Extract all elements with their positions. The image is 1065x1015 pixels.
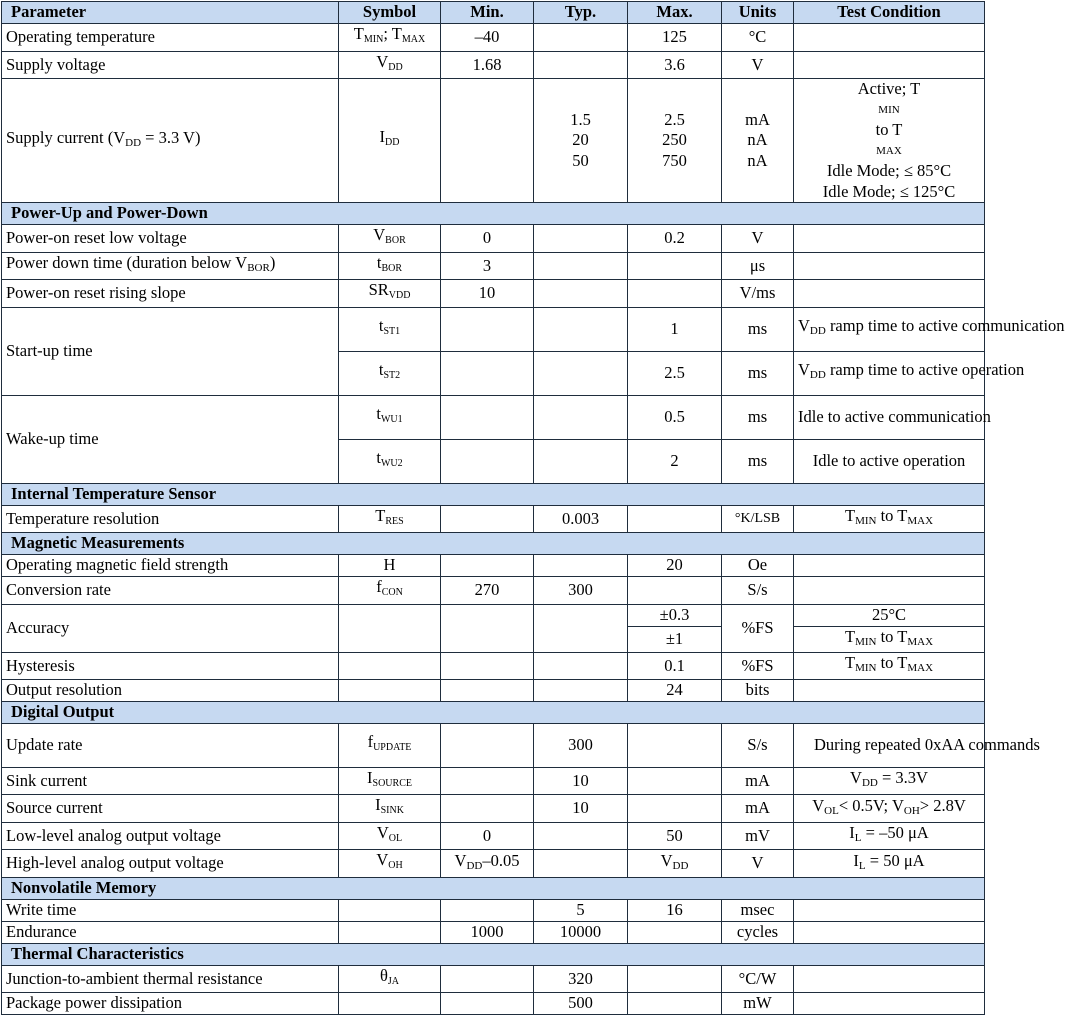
table-row xyxy=(2,795,985,823)
param-cell: Operating temperature xyxy=(2,24,339,52)
symbol-cell xyxy=(339,921,441,943)
min-cell: 1.68 xyxy=(441,51,534,79)
min-cell: 0 xyxy=(441,822,534,850)
table-row xyxy=(2,965,985,993)
typ-cell xyxy=(534,822,628,850)
table-row xyxy=(2,899,985,921)
section-header: Magnetic Measurements xyxy=(2,533,985,555)
symbol-cell: $f_{CON}$ xyxy=(339,577,441,605)
param-cell: Update rate xyxy=(2,723,339,767)
max-cell: 2 xyxy=(628,439,722,483)
symbol-cell: $I_{DD}$ xyxy=(339,79,441,203)
min-cell xyxy=(441,653,534,680)
table-row xyxy=(2,280,985,308)
units-cell: V xyxy=(722,850,794,878)
max-cell xyxy=(628,723,722,767)
units-cell: S/s xyxy=(722,577,794,605)
typ-cell: 320 xyxy=(534,965,628,993)
table-row xyxy=(2,850,985,878)
typ-cell: 10 xyxy=(534,767,628,795)
header-units: Units xyxy=(722,2,794,24)
max-cell xyxy=(628,252,722,280)
max-cell: 125 xyxy=(628,24,722,52)
max-cell xyxy=(628,965,722,993)
min-cell: 3 xyxy=(441,252,534,280)
header-min: Min. xyxy=(441,2,534,24)
table-row xyxy=(2,225,985,253)
table-row xyxy=(2,604,985,626)
units-cell: V xyxy=(722,51,794,79)
max-cell xyxy=(628,795,722,823)
section-header: Digital Output xyxy=(2,701,985,723)
max-cell: 2.5 250 750 xyxy=(628,79,722,203)
condition-cell xyxy=(794,252,985,280)
param-cell: Operating magnetic field strength xyxy=(2,555,339,577)
param-cell: Supply voltage xyxy=(2,51,339,79)
table-row xyxy=(2,577,985,605)
min-cell: 270 xyxy=(441,577,534,605)
condition-cell: 25°C xyxy=(794,604,985,626)
typ-cell xyxy=(534,252,628,280)
param-cell: Temperature resolution xyxy=(2,505,339,533)
min-cell xyxy=(441,395,534,439)
min-cell xyxy=(441,723,534,767)
param-cell: Power down time (duration below $V_{BOR}$) xyxy=(2,252,339,280)
symbol-cell: $t_{ST1}$ xyxy=(339,307,441,351)
param-cell: Endurance xyxy=(2,921,339,943)
param-cell: Power-on reset low voltage xyxy=(2,225,339,253)
units-cell: mA nA nA xyxy=(722,79,794,203)
units-cell: ms xyxy=(722,395,794,439)
units-cell: °K/LSB xyxy=(722,505,794,533)
condition-cell xyxy=(794,51,985,79)
max-cell: 1 xyxy=(628,307,722,351)
condition-cell: Idle to active communication xyxy=(794,395,985,439)
condition-cell xyxy=(794,993,985,1015)
param-cell: High-level analog output voltage xyxy=(2,850,339,878)
table-row xyxy=(2,921,985,943)
max-cell: 24 xyxy=(628,679,722,701)
typ-cell: 1.5 20 50 xyxy=(534,79,628,203)
condition-cell xyxy=(794,965,985,993)
min-cell xyxy=(441,505,534,533)
section-header: Power-Up and Power-Down xyxy=(2,203,985,225)
symbol-cell: $t_{WU1}$ xyxy=(339,395,441,439)
symbol-cell xyxy=(339,679,441,701)
header-test-condition: Test Condition xyxy=(794,2,985,24)
table-row xyxy=(2,24,985,52)
max-cell xyxy=(628,993,722,1015)
min-cell xyxy=(441,795,534,823)
condition-cell: $V_{DD}$ ramp time to active operation xyxy=(794,351,985,395)
typ-cell xyxy=(534,225,628,253)
min-cell: 1000 xyxy=(441,921,534,943)
condition-cell xyxy=(794,899,985,921)
header-max: Max. xyxy=(628,2,722,24)
units-cell: V xyxy=(722,225,794,253)
min-cell xyxy=(441,767,534,795)
table-row xyxy=(2,505,985,533)
units-cell: %FS xyxy=(722,604,794,653)
condition-cell: $I_L = -50$ μA xyxy=(794,822,985,850)
min-cell xyxy=(441,965,534,993)
table-row xyxy=(2,555,985,577)
max-cell xyxy=(628,921,722,943)
max-cell: 0.1 xyxy=(628,653,722,680)
max-cell: 20 xyxy=(628,555,722,577)
condition-cell: $T_{MIN}$ to $T_{MAX}$ xyxy=(794,626,985,653)
header-row xyxy=(2,2,985,24)
units-cell: °C xyxy=(722,24,794,52)
typ-cell: 300 xyxy=(534,723,628,767)
condition-cell: $T_{MIN}$ to $T_{MAX}$ xyxy=(794,505,985,533)
param-cell: Package power dissipation xyxy=(2,993,339,1015)
typ-cell: 5 xyxy=(534,899,628,921)
units-cell: °C/W xyxy=(722,965,794,993)
param-cell: Hysteresis xyxy=(2,653,339,680)
typ-cell xyxy=(534,653,628,680)
units-cell: ms xyxy=(722,351,794,395)
max-cell: 50 xyxy=(628,822,722,850)
units-cell: mW xyxy=(722,993,794,1015)
condition-cell: Idle to active operation xyxy=(794,439,985,483)
param-cell: Sink current xyxy=(2,767,339,795)
typ-cell xyxy=(534,850,628,878)
symbol-cell xyxy=(339,604,441,653)
typ-cell xyxy=(534,395,628,439)
table-row xyxy=(2,307,985,351)
condition-cell: $V_{DD} = 3.3V$ xyxy=(794,767,985,795)
condition-cell: Active; T MIN to T MAX Idle Mode; ≤ 85°C Idle Mode; ≤ 125°C xyxy=(794,79,985,203)
section-header: Internal Temperature Sensor xyxy=(2,483,985,505)
typ-cell: 300 xyxy=(534,577,628,605)
typ-cell xyxy=(534,679,628,701)
typ-cell xyxy=(534,51,628,79)
typ-cell: 10000 xyxy=(534,921,628,943)
symbol-cell: $I_{SOURCE}$ xyxy=(339,767,441,795)
typ-cell xyxy=(534,604,628,653)
min-cell: 10 xyxy=(441,280,534,308)
typ-cell xyxy=(534,351,628,395)
symbol-cell: $V_{OH}$ xyxy=(339,850,441,878)
min-cell xyxy=(441,351,534,395)
min-cell: 0 xyxy=(441,225,534,253)
max-cell xyxy=(628,280,722,308)
param-cell: Source current xyxy=(2,795,339,823)
units-cell: bits xyxy=(722,679,794,701)
symbol-cell xyxy=(339,993,441,1015)
condition-cell xyxy=(794,225,985,253)
min-cell xyxy=(441,79,534,203)
max-cell: ±1 xyxy=(628,626,722,653)
units-cell: μs xyxy=(722,252,794,280)
table-row xyxy=(2,993,985,1015)
symbol-cell xyxy=(339,653,441,680)
symbol-cell: H xyxy=(339,555,441,577)
param-cell: Junction-to-ambient thermal resistance xyxy=(2,965,339,993)
symbol-cell: $T_{MIN}$; $T_{MAX}$ xyxy=(339,24,441,52)
table-row xyxy=(2,51,985,79)
table-row xyxy=(2,395,985,439)
units-cell: cycles xyxy=(722,921,794,943)
units-cell: ms xyxy=(722,439,794,483)
units-cell: mA xyxy=(722,767,794,795)
symbol-cell: $I_{SINK}$ xyxy=(339,795,441,823)
symbol-cell: $\theta_{JA}$ xyxy=(339,965,441,993)
min-cell xyxy=(441,993,534,1015)
condition-cell: $I_L = 50$ μA xyxy=(794,850,985,878)
header-typ: Typ. xyxy=(534,2,628,24)
symbol-cell xyxy=(339,899,441,921)
max-cell xyxy=(628,767,722,795)
symbol-cell: $T_{RES}$ xyxy=(339,505,441,533)
table-row xyxy=(2,723,985,767)
section-header: Thermal Characteristics xyxy=(2,943,985,965)
symbol-cell: $t_{ST2}$ xyxy=(339,351,441,395)
min-cell xyxy=(441,555,534,577)
condition-cell xyxy=(794,280,985,308)
max-cell xyxy=(628,505,722,533)
specification-table xyxy=(1,1,1065,1015)
condition-cell: $V_{OL}< 0.5V$; $V_{OH}> 2.8V$ xyxy=(794,795,985,823)
condition-cell: During repeated 0xAA commands xyxy=(794,723,985,767)
typ-cell xyxy=(534,555,628,577)
header-parameter: Parameter xyxy=(2,2,339,24)
condition-cell xyxy=(794,679,985,701)
units-cell: mV xyxy=(722,822,794,850)
symbol-cell: $V_{BOR}$ xyxy=(339,225,441,253)
condition-cell xyxy=(794,24,985,52)
table-row xyxy=(2,653,985,680)
typ-cell xyxy=(534,24,628,52)
max-cell xyxy=(628,577,722,605)
typ-cell xyxy=(534,439,628,483)
table-row xyxy=(2,252,985,280)
param-cell: Accuracy xyxy=(2,604,339,653)
max-cell: 3.6 xyxy=(628,51,722,79)
units-cell: ms xyxy=(722,307,794,351)
condition-cell xyxy=(794,577,985,605)
max-cell: 0.2 xyxy=(628,225,722,253)
param-cell: Write time xyxy=(2,899,339,921)
min-cell xyxy=(441,307,534,351)
table-row xyxy=(2,767,985,795)
typ-cell: 10 xyxy=(534,795,628,823)
condition-cell xyxy=(794,555,985,577)
table-row xyxy=(2,679,985,701)
min-cell xyxy=(441,439,534,483)
symbol-cell: $V_{OL}$ xyxy=(339,822,441,850)
table-row xyxy=(2,822,985,850)
param-cell: Conversion rate xyxy=(2,577,339,605)
param-cell: Start-up time xyxy=(2,307,339,395)
units-cell: msec xyxy=(722,899,794,921)
min-cell: –40 xyxy=(441,24,534,52)
condition-cell: $T_{MIN}$ to $T_{MAX}$ xyxy=(794,653,985,680)
param-cell: Supply current ($V_{DD} = 3.3$ V) xyxy=(2,79,339,203)
symbol-cell: $V_{DD}$ xyxy=(339,51,441,79)
param-cell: Output resolution xyxy=(2,679,339,701)
min-cell xyxy=(441,604,534,653)
symbol-cell: $t_{WU2}$ xyxy=(339,439,441,483)
section-header: Nonvolatile Memory xyxy=(2,877,985,899)
typ-cell xyxy=(534,307,628,351)
units-cell: S/s xyxy=(722,723,794,767)
symbol-cell: $SR_{VDD}$ xyxy=(339,280,441,308)
param-cell: Low-level analog output voltage xyxy=(2,822,339,850)
units-cell: V/ms xyxy=(722,280,794,308)
typ-cell: 0.003 xyxy=(534,505,628,533)
max-cell: 16 xyxy=(628,899,722,921)
min-cell: $V_{DD}-0.05$ xyxy=(441,850,534,878)
typ-cell xyxy=(534,280,628,308)
symbol-cell: $t_{BOR}$ xyxy=(339,252,441,280)
max-cell: 0.5 xyxy=(628,395,722,439)
typ-cell: 500 xyxy=(534,993,628,1015)
min-cell xyxy=(441,679,534,701)
max-cell: $V_{DD}$ xyxy=(628,850,722,878)
min-cell xyxy=(441,899,534,921)
param-cell: Power-on reset rising slope xyxy=(2,280,339,308)
units-cell: mA xyxy=(722,795,794,823)
param-cell: Wake-up time xyxy=(2,395,339,483)
units-cell: %FS xyxy=(722,653,794,680)
condition-cell xyxy=(794,921,985,943)
max-cell: ±0.3 xyxy=(628,604,722,626)
table-row xyxy=(2,79,985,203)
condition-cell: $V_{DD}$ ramp time to active communication xyxy=(794,307,985,351)
max-cell: 2.5 xyxy=(628,351,722,395)
symbol-cell: $f_{UPDATE}$ xyxy=(339,723,441,767)
header-symbol: Symbol xyxy=(339,2,441,24)
units-cell: Oe xyxy=(722,555,794,577)
